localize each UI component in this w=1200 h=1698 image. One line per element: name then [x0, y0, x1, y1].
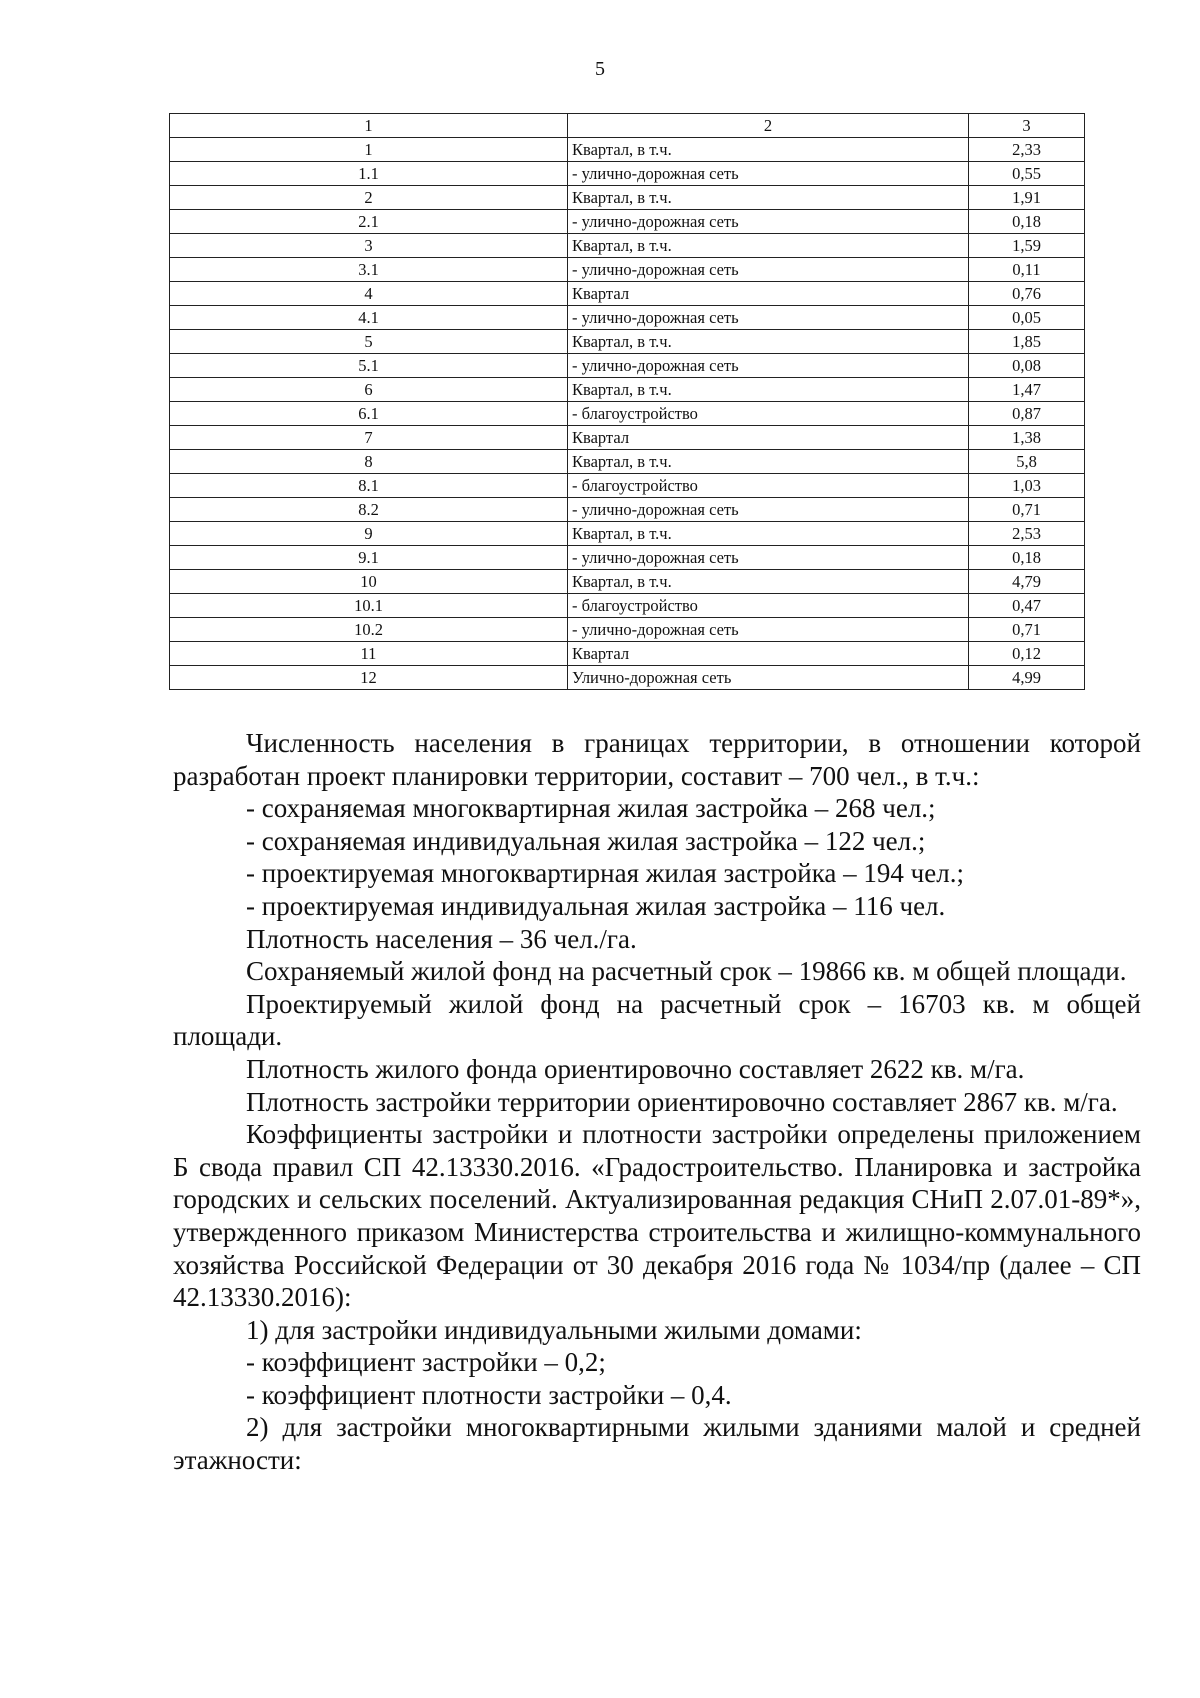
- list-item: - проектируемая индивидуальная жилая застройка – 116 чел.: [246, 890, 946, 921]
- table-header-row: [170, 114, 1085, 138]
- paragraph-build-density: Плотность застройки территории ориентировочно составляет 2867 кв. м/га.: [246, 1086, 1118, 1117]
- cell-value: 1,38: [969, 426, 1085, 450]
- table-row: [170, 378, 1085, 402]
- cell-value: 1,59: [969, 234, 1085, 258]
- page-number: 5: [595, 58, 605, 80]
- cell-value: 0,47: [969, 594, 1085, 618]
- cell-value: 0,08: [969, 354, 1085, 378]
- table-row: [170, 306, 1085, 330]
- header-cell-name: 2: [568, 114, 969, 138]
- cell-number: 4.1: [170, 306, 568, 330]
- cell-value: 0,12: [969, 642, 1085, 666]
- cell-number: 10.1: [170, 594, 568, 618]
- cell-value: 4,79: [969, 570, 1085, 594]
- cell-value: 1,91: [969, 186, 1085, 210]
- table-row: [170, 570, 1085, 594]
- cell-value: 0,18: [969, 210, 1085, 234]
- table-row: [170, 186, 1085, 210]
- paragraph-population: Численность населения в границах территории, в отношении которой разработан проект планировки территории, составит – 700 чел., в т.ч.:: [173, 728, 1141, 791]
- cell-value: 1,47: [969, 378, 1085, 402]
- header-cell-number: 1: [170, 114, 568, 138]
- cell-number: 8.1: [170, 474, 568, 498]
- cell-value: 0,55: [969, 162, 1085, 186]
- cell-name: - улично-дорожная сеть: [568, 498, 969, 522]
- cell-number: 2.1: [170, 210, 568, 234]
- list-item: - сохраняемая многоквартирная жилая застройка – 268 чел.;: [246, 793, 936, 824]
- cell-number: 12: [170, 666, 568, 690]
- cell-name: Квартал, в т.ч.: [568, 330, 969, 354]
- table-row: [170, 258, 1085, 282]
- header-cell-value: 3: [969, 114, 1085, 138]
- cell-value: 0,05: [969, 306, 1085, 330]
- cell-name: Квартал, в т.ч.: [568, 234, 969, 258]
- cell-name: Квартал: [568, 426, 969, 450]
- list-item: - проектируемая многоквартирная жилая застройка – 194 чел.;: [246, 858, 964, 889]
- cell-name: - улично-дорожная сеть: [568, 162, 969, 186]
- cell-name: - благоустройство: [568, 594, 969, 618]
- cell-name: Квартал, в т.ч.: [568, 186, 969, 210]
- table-row: [170, 618, 1085, 642]
- table-row: [170, 330, 1085, 354]
- cell-number: 11: [170, 642, 568, 666]
- cell-value: 0,76: [969, 282, 1085, 306]
- cell-value: 2,53: [969, 522, 1085, 546]
- cell-value: 0,87: [969, 402, 1085, 426]
- table-row: [170, 402, 1085, 426]
- cell-name: - улично-дорожная сеть: [568, 618, 969, 642]
- cell-value: 5,8: [969, 450, 1085, 474]
- cell-name: Квартал, в т.ч.: [568, 522, 969, 546]
- table-row: [170, 234, 1085, 258]
- table-row: [170, 450, 1085, 474]
- table-row: [170, 162, 1085, 186]
- table-row: [170, 210, 1085, 234]
- cell-number: 1: [170, 138, 568, 162]
- cell-value: 0,71: [969, 618, 1085, 642]
- table-row: [170, 546, 1085, 570]
- cell-name: Улично-дорожная сеть: [568, 666, 969, 690]
- table-row: [170, 522, 1085, 546]
- list-item: 1) для застройки индивидуальными жилыми домами:: [246, 1314, 862, 1345]
- paragraph-density: Плотность населения – 36 чел./га.: [246, 923, 637, 954]
- cell-value: 1,03: [969, 474, 1085, 498]
- paragraph-kept-fund: Сохраняемый жилой фонд на расчетный срок – 19866 кв. м общей площади.: [246, 956, 1127, 987]
- cell-name: - улично-дорожная сеть: [568, 354, 969, 378]
- cell-number: 1.1: [170, 162, 568, 186]
- cell-value: 0,11: [969, 258, 1085, 282]
- cell-number: 3: [170, 234, 568, 258]
- table-row: [170, 594, 1085, 618]
- table-row: [170, 354, 1085, 378]
- cell-name: - улично-дорожная сеть: [568, 258, 969, 282]
- cell-name: Квартал: [568, 282, 969, 306]
- cell-number: 6: [170, 378, 568, 402]
- cell-name: - улично-дорожная сеть: [568, 210, 969, 234]
- table-row: [170, 474, 1085, 498]
- table-row: [170, 426, 1085, 450]
- cell-number: 9.1: [170, 546, 568, 570]
- cell-value: 4,99: [969, 666, 1085, 690]
- paragraph-coefficients: Коэффициенты застройки и плотности застройки определены приложением Б свода правил СП 42.13330.2016. «Градостроительство. Планировка и застройка городских и сельских поселений. Актуализированная редакция СНиП 2.07.01-89*», утвержденного приказом Министерства строительства и жилищно-коммунального хозяйства Российской Федерации от 30 декабря 2016 года № 1034/пр (далее – СП 42.13330.2016):: [173, 1119, 1141, 1313]
- table-row: [170, 282, 1085, 306]
- cell-name: Квартал, в т.ч.: [568, 378, 969, 402]
- cell-number: 2: [170, 186, 568, 210]
- paragraph-item2: 2) для застройки многоквартирными жилыми зданиями малой и средней этажности:: [173, 1412, 1141, 1476]
- table-row: [170, 138, 1085, 162]
- cell-value: 0,71: [969, 498, 1085, 522]
- cell-name: Квартал: [568, 642, 969, 666]
- cell-number: 10: [170, 570, 568, 594]
- cell-name: - улично-дорожная сеть: [568, 306, 969, 330]
- table-row: [170, 498, 1085, 522]
- cell-number: 9: [170, 522, 568, 546]
- list-item: - коэффициент плотности застройки – 0,4.: [246, 1379, 732, 1410]
- cell-number: 6.1: [170, 402, 568, 426]
- body-text: [173, 727, 1141, 1477]
- cell-number: 4: [170, 282, 568, 306]
- cell-value: 2,33: [969, 138, 1085, 162]
- cell-number: 3.1: [170, 258, 568, 282]
- paragraph-fund-density: Плотность жилого фонда ориентировочно составляет 2622 кв. м/га.: [246, 1053, 1025, 1084]
- cell-name: - улично-дорожная сеть: [568, 546, 969, 570]
- table-row: [170, 666, 1085, 690]
- list-item: - сохраняемая индивидуальная жилая застройка – 122 чел.;: [246, 825, 926, 856]
- cell-number: 5.1: [170, 354, 568, 378]
- cell-name: - благоустройство: [568, 402, 969, 426]
- cell-number: 8.2: [170, 498, 568, 522]
- cell-number: 5: [170, 330, 568, 354]
- cell-name: Квартал, в т.ч.: [568, 138, 969, 162]
- cell-value: 0,18: [969, 546, 1085, 570]
- paragraph-new-fund: Проектируемый жилой фонд на расчетный срок – 16703 кв. м общей площади.: [173, 988, 1141, 1052]
- cell-number: 7: [170, 426, 568, 450]
- cell-number: 10.2: [170, 618, 568, 642]
- cell-number: 8: [170, 450, 568, 474]
- cell-value: 1,85: [969, 330, 1085, 354]
- cell-name: - благоустройство: [568, 474, 969, 498]
- table-row: [170, 642, 1085, 666]
- area-table: [169, 113, 1085, 690]
- list-item: - коэффициент застройки – 0,2;: [246, 1347, 606, 1378]
- cell-name: Квартал, в т.ч.: [568, 450, 969, 474]
- cell-name: Квартал, в т.ч.: [568, 570, 969, 594]
